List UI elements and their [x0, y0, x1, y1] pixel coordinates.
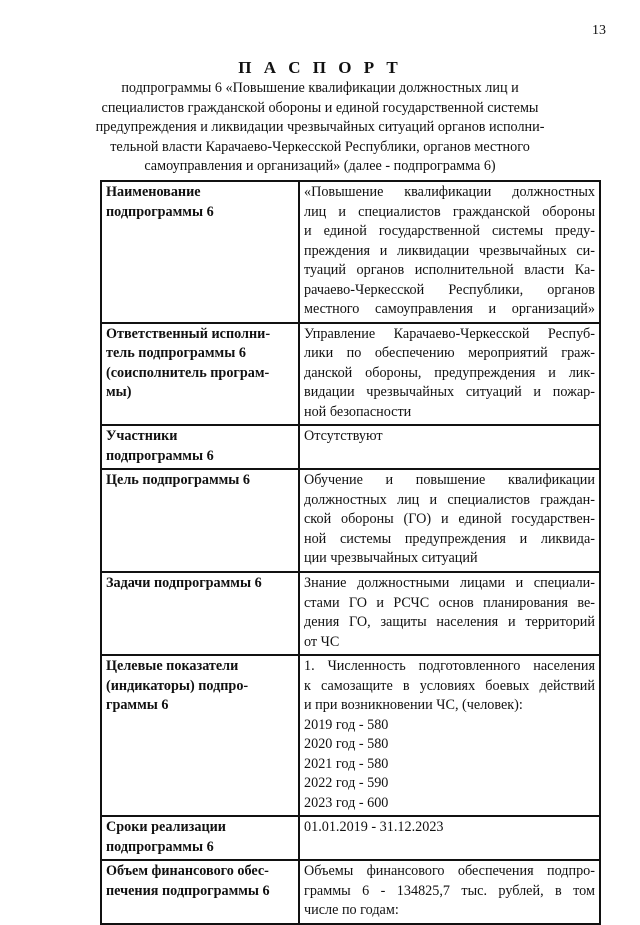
row-label — [101, 425, 299, 469]
label-line: подпрограммы 6 — [106, 447, 214, 464]
row-value — [299, 655, 600, 816]
value-line: к самозащите в условиях боевых действий — [304, 677, 595, 694]
passport-table — [100, 180, 601, 925]
subtitle-line: тельной власти Карачаево-Черкесской Республики, органов местного — [110, 138, 530, 155]
value-line: 2019 год - 580 — [304, 716, 389, 733]
label-line: Целевые показатели — [106, 658, 239, 674]
value-line: от ЧС — [304, 633, 340, 650]
row-label — [101, 816, 299, 860]
row-label — [101, 323, 299, 426]
value-line: видации чрезвычайных ситуаций и пожар- — [304, 384, 595, 400]
page-number: 13 — [592, 23, 606, 38]
value-line: 01.01.2019 - 31.12.2023 — [304, 819, 444, 835]
label-line: тель подпрограммы 6 — [106, 345, 246, 361]
value-line: данской обороны, предупреждения и лик- — [304, 364, 595, 381]
table-row-responsible — [101, 323, 600, 426]
label-line: граммы 6 — [106, 697, 169, 713]
value-line: и единой государственной системы преду- — [304, 223, 595, 239]
row-label — [101, 860, 299, 924]
table-row-period — [101, 816, 600, 860]
value-line: Объемы финансового обеспечения подпро- — [304, 863, 595, 879]
value-line: ции чрезвычайных ситуаций — [304, 550, 478, 566]
value-line: Управление Карачаево-Черкесской Респуб- — [304, 325, 595, 342]
row-value — [299, 469, 600, 572]
label-line: (соисполнитель програм- — [106, 364, 270, 381]
value-line: числе по годам: — [304, 902, 399, 918]
value-line: дения ГО, защиты населения и территорий — [304, 614, 595, 630]
value-line: Знание должностными лицами и специали- — [304, 575, 595, 591]
value-line: ной системы предупреждения и ликвида- — [304, 530, 595, 547]
subtitle-line: специалистов гражданской обороны и единой государственной системы — [101, 99, 539, 116]
label-line: Объем финансового обес- — [106, 863, 269, 879]
value-line: должностных лиц и специалистов граждан- — [304, 491, 595, 508]
row-value — [299, 816, 600, 860]
value-line: 1. Численность подготовленного населения — [304, 658, 595, 674]
document-subtitle — [0, 79, 640, 177]
value-line: лиц и специалистов гражданской обороны — [304, 203, 595, 220]
value-line: 2021 год - 580 — [304, 755, 389, 772]
subtitle-line: предупреждения и ликвидации чрезвычайных ситуаций органов исполни- — [95, 119, 545, 135]
value-line: 2020 год - 580 — [304, 736, 389, 752]
row-value — [299, 181, 600, 323]
table-row-tasks — [101, 572, 600, 655]
row-label — [101, 572, 299, 655]
label-line: (индикаторы) подпро- — [106, 677, 249, 694]
label-line: Наименование — [106, 184, 201, 200]
label-line: мы) — [106, 384, 132, 400]
row-label — [101, 469, 299, 572]
subtitle-line: подпрограммы 6 «Повышение квалификации должностных лиц и — [121, 80, 519, 96]
document-title: П А С П О Р Т — [238, 58, 402, 77]
value-line: и при возникновении ЧС, (человек): — [304, 697, 523, 713]
row-value — [299, 572, 600, 655]
table-row-indicators — [101, 655, 600, 816]
value-line: ской обороны (ГО) и единой государствен- — [304, 511, 595, 527]
value-line: стами ГО и РСЧС основ планирования ве- — [304, 594, 595, 611]
value-line: 2022 год - 590 — [304, 775, 389, 791]
subtitle-line: самоуправления и организаций» (далее - подпрограмма 6) — [144, 158, 496, 174]
value-line: Отсутствуют — [304, 428, 383, 444]
label-line: подпрограммы 6 — [106, 838, 214, 855]
value-line: туаций органов исполнительной власти Ка- — [304, 262, 595, 278]
value-line: преждения и ликвидации чрезвычайных си- — [304, 242, 595, 259]
table-row-goal — [101, 469, 600, 572]
table-row-funding — [101, 860, 600, 924]
value-line: лики по обеспечению мероприятий граж- — [304, 345, 595, 361]
label-line: печения подпрограммы 6 — [106, 882, 270, 899]
row-value — [299, 860, 600, 924]
table-row-participants — [101, 425, 600, 469]
label-line: Задачи подпрограммы 6 — [106, 575, 262, 591]
value-line: рачаево-Черкесской Республики, органов — [304, 281, 595, 298]
row-label — [101, 655, 299, 816]
table-row-name — [101, 181, 600, 323]
value-line: Обучение и повышение квалификации — [304, 472, 595, 488]
value-line: граммы 6 - 134825,7 тыс. рублей, в том — [304, 882, 595, 899]
label-line: Цель подпрограммы 6 — [106, 472, 251, 488]
value-line: ной безопасности — [304, 403, 412, 420]
row-value — [299, 425, 600, 469]
value-line: местного самоуправления и организаций» — [304, 301, 595, 317]
value-line: 2023 год - 600 — [304, 794, 389, 811]
row-label — [101, 181, 299, 323]
label-line: Ответственный исполни- — [106, 325, 271, 342]
row-value — [299, 323, 600, 426]
label-line: Сроки реализации — [106, 819, 226, 835]
label-line: подпрограммы 6 — [106, 203, 214, 220]
value-line: «Повышение квалификации должностных — [304, 184, 595, 200]
label-line: Участники — [106, 428, 178, 444]
